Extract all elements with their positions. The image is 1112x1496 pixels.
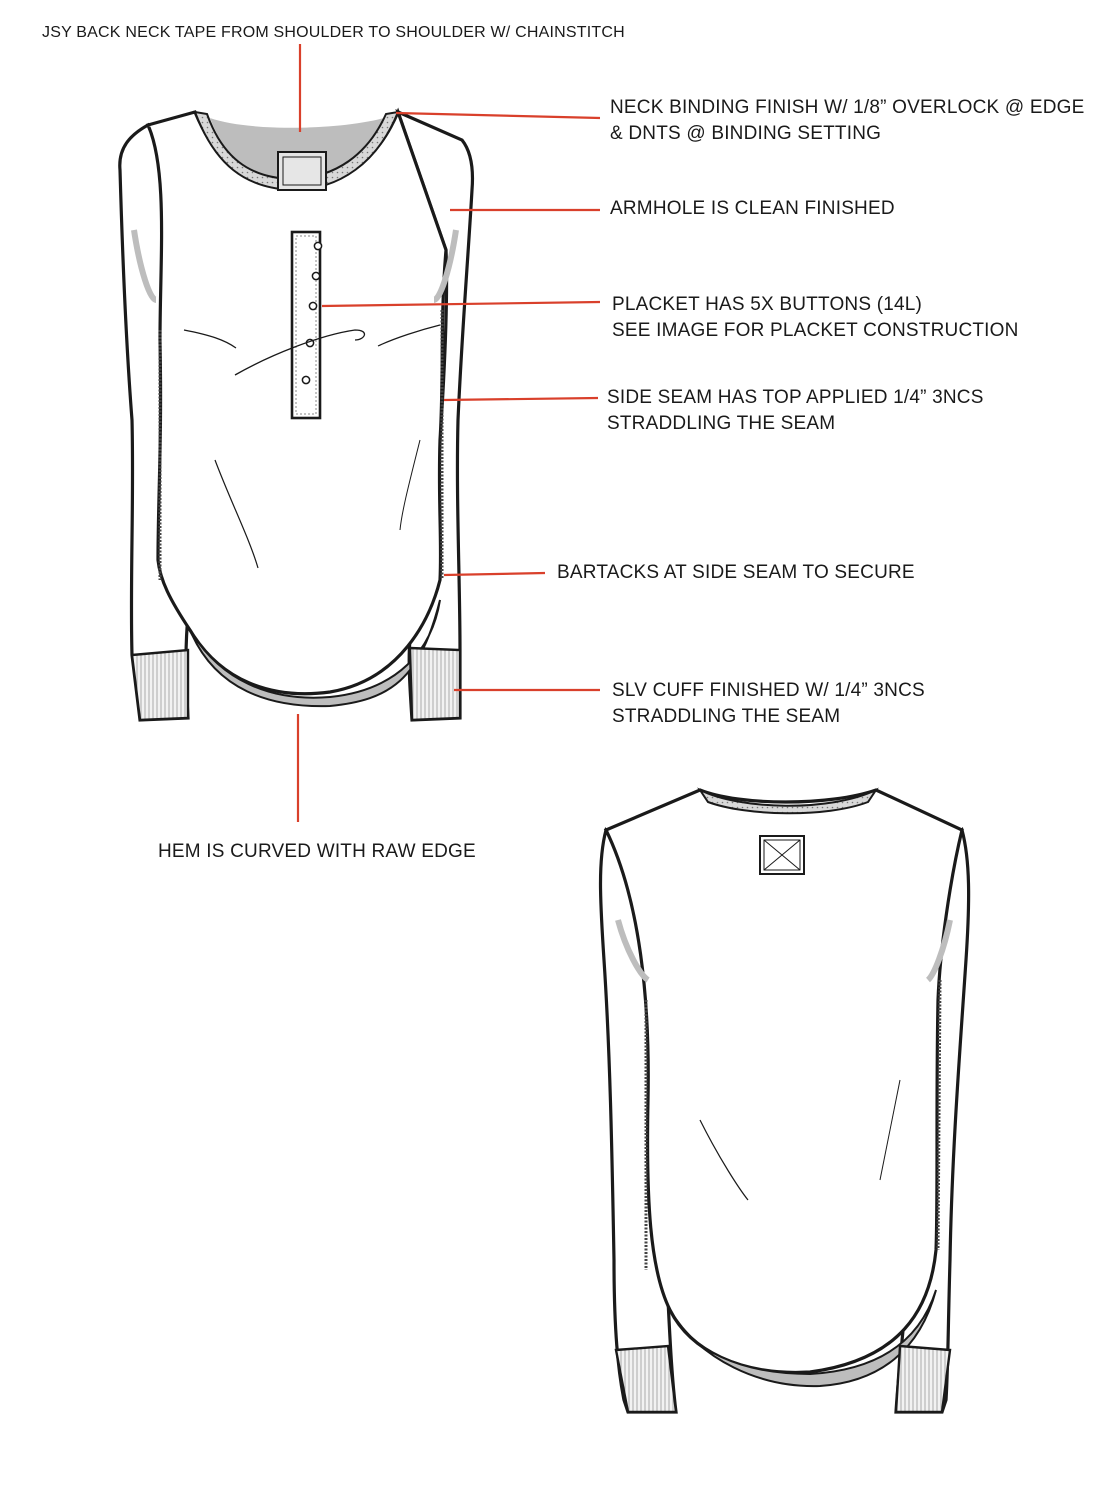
front-back-neck-label bbox=[278, 152, 326, 190]
back-view-sketch bbox=[601, 790, 969, 1412]
front-right-cuff bbox=[410, 648, 460, 720]
callout-sleeve-cuff bbox=[612, 678, 925, 730]
leader-side-seam bbox=[444, 398, 598, 400]
callout-bartacks-text: BARTACKS AT SIDE SEAM TO SECURE bbox=[557, 562, 915, 583]
callout-placket-line-2: SEE IMAGE FOR PLACKET CONSTRUCTION bbox=[612, 320, 1019, 341]
callout-back-neck-tape bbox=[42, 20, 625, 46]
callout-armhole bbox=[610, 196, 895, 222]
callout-placket-line-1: PLACKET HAS 5X BUTTONS (14L) bbox=[612, 294, 923, 315]
callout-sleeve-cuff-line-1: SLV CUFF FINISHED W/ 1/4” 3NCS bbox=[612, 680, 925, 701]
callout-side-seam bbox=[607, 385, 984, 437]
callout-hem-text: HEM IS CURVED WITH RAW EDGE bbox=[158, 841, 476, 862]
callout-bartacks bbox=[557, 560, 915, 586]
back-neck-label bbox=[760, 836, 804, 874]
callout-side-seam-line-2: STRADDLING THE SEAM bbox=[607, 413, 836, 434]
callout-back-neck-tape-text: JSY BACK NECK TAPE FROM SHOULDER TO SHOULDER W/ CHAINSTITCH bbox=[42, 24, 625, 41]
leader-neck-binding bbox=[396, 113, 600, 118]
callout-side-seam-line-1: SIDE SEAM HAS TOP APPLIED 1/4” 3NCS bbox=[607, 387, 984, 408]
callout-armhole-text: ARMHOLE IS CLEAN FINISHED bbox=[610, 198, 895, 219]
callout-neck-binding-line-2: & DNTS @ BINDING SETTING bbox=[610, 123, 882, 144]
back-left-cuff bbox=[616, 1346, 676, 1412]
front-view-sketch bbox=[120, 112, 473, 720]
callout-hem bbox=[158, 839, 476, 865]
callout-placket bbox=[612, 292, 1019, 344]
callout-neck-binding-line-1: NECK BINDING FINISH W/ 1/8” OVERLOCK @ EDGE bbox=[610, 97, 1085, 118]
back-right-cuff bbox=[896, 1346, 950, 1412]
back-body bbox=[606, 790, 962, 1372]
callout-neck-binding bbox=[610, 95, 1084, 147]
callout-sleeve-cuff-line-2: STRADDLING THE SEAM bbox=[612, 706, 841, 727]
front-left-cuff bbox=[132, 650, 188, 720]
